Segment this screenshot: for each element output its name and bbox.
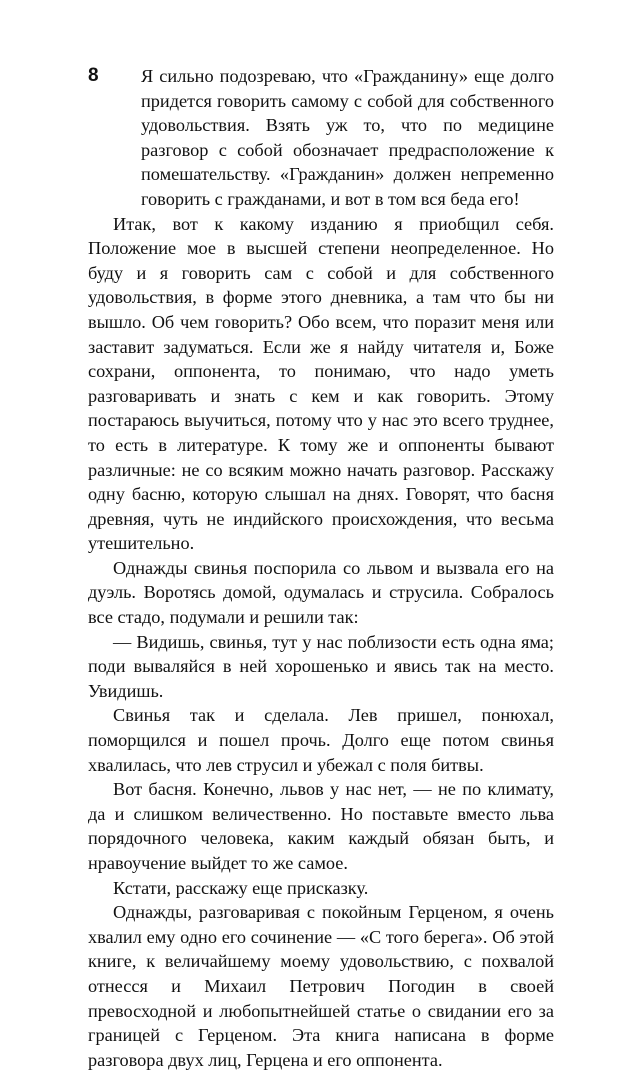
paragraph-5: Свинья так и сделала. Лев пришел, понюхал, поморщился и пошел прочь. Долго еще потом свинья хвалилась, что лев струсил и убежал с поля битвы. bbox=[88, 705, 554, 775]
paragraph-7: Кстати, расскажу еще присказку. bbox=[113, 877, 369, 898]
paragraph-2: Итак, вот к какому изданию я приобщил себя. Положение мое в высшей степени неопределенное. Но буду и я говорить сам с собой и для собственного удовольствия, в форме этого дневника, а там что бы ни вышло. Об чем говорить? Обо всем, что поразит меня или заставит задуматься. Если же я найду читателя и, Боже сохрани, оппонента, то понимаю, что надо уметь разговаривать и знать с кем и как говорить. Этому постараюсь выучиться, потому что у нас это всего труднее, то есть в литературе. К тому же и оппоненты бывают различные: не со всяким можно начать разговор. Расскажу одну басню, которую слышал на днях. Говорят, что басня древняя, чуть не индийского происхождения, что весьма утешительно. bbox=[88, 213, 554, 554]
paragraph-1: Я сильно подозреваю, что «Гражданину» еще долго придется говорить самому с собой для собственного удовольствия. Взять уж то, что по медицине разговор с собой обозначает предрасположение к помешательству. «Гражданин» должен непременно говорить с гражданами, и вот в том вся беда его! bbox=[141, 66, 554, 209]
paragraph-3: Однажды свинья поспорила со львом и вызвала его на дуэль. Воротясь домой, одумалась и струсила. Собралось все стадо, подумали и решили так: bbox=[88, 557, 554, 628]
paragraph-4: — Видишь, свинья, тут у нас поблизости есть одна яма; поди вываляйся в ней хорошенько и явись так на место. Увидишь. bbox=[88, 631, 554, 701]
body-text bbox=[88, 64, 554, 1072]
page-number: 8 bbox=[88, 65, 99, 86]
paragraph-6: Вот басня. Конечно, львов у нас нет, — не по климату, да и слишком величественно. Но поставьте вместо льва порядочного человека, каким каждый обязан быть, и нравоучение выйдет то же самое. bbox=[88, 779, 554, 873]
paragraph-8: Однажды, разговаривая с покойным Герценом, я очень хвалил ему одно его сочинение — «С того берега». Об этой книге, к величайшему моему удовольствию, с похвалой отнесся и Михаил Петрович Погодин в своей превосходной и любопытнейшей статье о свидании его за границей с Герценом. Эта книга написана в форме разговора двух лиц, Герцена и его оппонента. bbox=[88, 902, 554, 1070]
